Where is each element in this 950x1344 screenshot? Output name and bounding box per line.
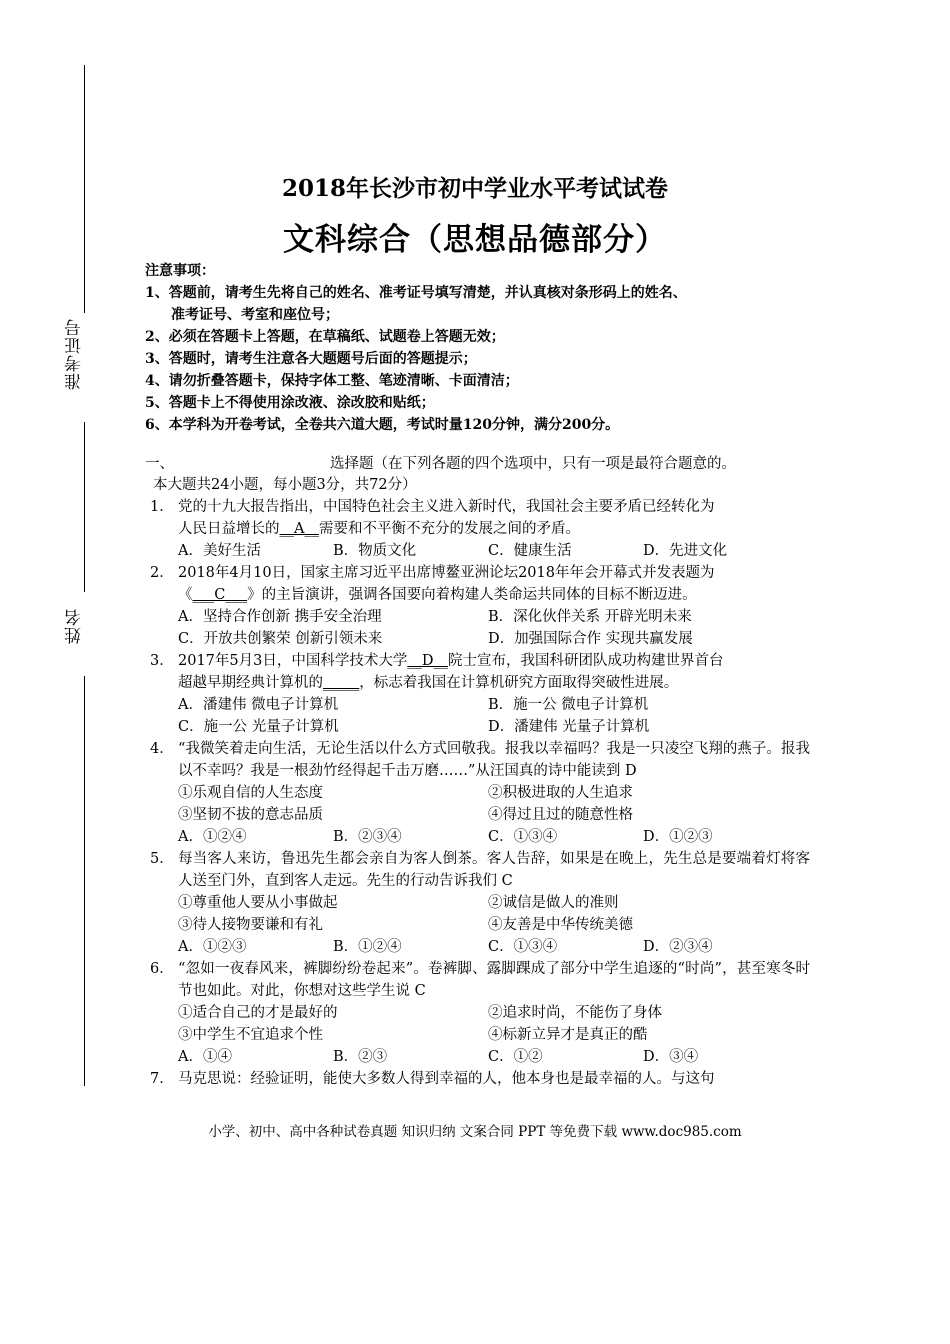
statement-row xyxy=(150,782,810,804)
statement: ②积极进取的人生追求 xyxy=(488,785,633,801)
exam-id-label: 准考证号 xyxy=(65,318,85,390)
notes-block xyxy=(145,260,825,436)
note-item: 准考证号、考室和座位号； xyxy=(171,307,339,323)
question-2 xyxy=(150,562,810,650)
statement: ④友善是中华传统美德 xyxy=(488,917,633,933)
question-6 xyxy=(150,958,810,1068)
question-7 xyxy=(150,1068,810,1090)
statement: ②诚信是做人的准则 xyxy=(488,895,619,911)
question-5 xyxy=(150,848,810,958)
option: B．施一公 微电子计算机 xyxy=(488,697,649,713)
statement: ①适合自己的才是最好的 xyxy=(178,1005,338,1021)
options-row xyxy=(150,826,810,848)
margin-rule-bottom xyxy=(84,676,85,1086)
statement: ②追求时尚，不能伤了身体 xyxy=(488,1005,662,1021)
option: B．物质文化 xyxy=(333,543,417,559)
option: D．①②③ xyxy=(643,829,713,845)
option: A．①②③ xyxy=(178,939,247,955)
exam-title: 2018年长沙市初中学业水平考试试卷 xyxy=(281,175,668,202)
question-number: 4． xyxy=(150,741,174,757)
question-stem-line: 《___C___》的主旨演讲，强调各国要向着构建人类命运共同体的目标不断迈进。 xyxy=(178,587,697,603)
options-row xyxy=(150,1046,810,1068)
statement: ③坚韧不拔的意志品质 xyxy=(178,807,323,823)
question-number: 6． xyxy=(150,961,174,977)
options-row xyxy=(150,716,810,738)
option: D．③④ xyxy=(643,1049,699,1065)
statement-row xyxy=(150,1002,810,1024)
name-label: 姓名 xyxy=(65,608,85,644)
option: A．潘建伟 微电子计算机 xyxy=(178,697,339,713)
option: B．深化伙伴关系 开辟光明未来 xyxy=(488,609,692,625)
question-stem: 马克思说：经验证明，能使大多数人得到幸福的人，他本身也是最幸福的人。与这句 xyxy=(178,1071,715,1087)
option: C．健康生活 xyxy=(488,543,572,559)
section-subtitle: 本大题共24小题，每小题3分，共72分） xyxy=(153,477,417,493)
option: B．②③④ xyxy=(333,829,402,845)
option: C．①③④ xyxy=(488,829,558,845)
question-number: 3． xyxy=(150,653,174,669)
section-header xyxy=(145,453,825,475)
option: B．②③ xyxy=(333,1049,388,1065)
question-1 xyxy=(150,496,810,562)
question-stem: 2018年4月10日，国家主席习近平出席博鳌亚洲论坛2018年年会开幕式并发表题为 xyxy=(178,565,715,581)
options-row xyxy=(150,540,810,562)
statement: ④得过且过的随意性格 xyxy=(488,807,633,823)
option: C．①③④ xyxy=(488,939,558,955)
answer-blank: __D__ xyxy=(407,653,448,669)
statement: ③待人接物要谦和有礼 xyxy=(178,917,323,933)
margin-rule-middle xyxy=(84,422,85,592)
option: A．坚持合作创新 携手安全治理 xyxy=(178,609,382,625)
question-stem: “我微笑着走向生活，无论生活以什么方式回敬我。报我以幸福吗？我是一只凌空飞翔的燕子。报我以不幸吗？我是一根劲竹经得起千击万磨……”从汪国真的诗中能读到 D xyxy=(178,741,810,779)
option: D．②③④ xyxy=(643,939,713,955)
statement: ①乐观自信的人生态度 xyxy=(178,785,323,801)
question-number: 2． xyxy=(150,565,174,581)
options-row xyxy=(150,694,810,716)
question-number: 7． xyxy=(150,1071,174,1087)
section-title: 选择题（在下列各题的四个选项中，只有一项是最符合题意的。 xyxy=(330,456,736,472)
note-item: 3、答题时，请考生注意各大题题号后面的答题提示； xyxy=(145,351,477,367)
option: A．①②④ xyxy=(178,829,247,845)
option: A．美好生活 xyxy=(178,543,261,559)
note-item: 6、本学科为开卷考试，全卷共六道大题，考试时量120分钟，满分200分。 xyxy=(145,417,620,433)
question-stem: “忽如一夜春风来，裤脚纷纷卷起来”。卷裤脚、露脚踝成了部分中学生追逐的“时尚”，甚至寒冬时节也如此。对此，你想对这些学生说 C xyxy=(178,961,810,999)
options-row xyxy=(150,628,810,650)
note-item: 1、答题前，请考生先将自己的姓名、准考证号填写清楚，并认真核对条形码上的姓名、 xyxy=(145,285,687,301)
note-item: 2、必须在答题卡上答题，在草稿纸、试题卷上答题无效； xyxy=(145,329,505,345)
notes-heading: 注意事项： xyxy=(145,263,215,279)
statement-row xyxy=(150,804,810,826)
answer-blank: ___C___ xyxy=(192,587,248,603)
option: D．先进文化 xyxy=(643,543,728,559)
note-item: 5、答题卡上不得使用涂改液、涂改胶和贴纸； xyxy=(145,395,435,411)
question-stem: 每当客人来访，鲁迅先生都会亲自为客人倒茶。客人告辞，如果是在晚上，先生总是要端着灯将客人送至门外，直到客人走远。先生的行动告诉我们 C xyxy=(178,851,810,889)
question-number: 1． xyxy=(150,499,174,515)
statement: ①尊重他人要从小事做起 xyxy=(178,895,338,911)
answer-blank: __A__ xyxy=(279,521,319,537)
page-footer: 小学、初中、高中各种试卷真题 知识归纳 文案合同 PPT 等免费下载 www.doc985.com xyxy=(208,1124,742,1140)
question-4 xyxy=(150,738,810,848)
question-stem: 党的十九大报告指出，中国特色社会主义进入新时代，我国社会主要矛盾已经转化为 xyxy=(178,499,715,515)
section-number: 一、 xyxy=(145,456,174,472)
option: C．①② xyxy=(488,1049,543,1065)
statement: ③中学生不宜追求个性 xyxy=(178,1027,323,1043)
exam-subtitle: 文科综合（思想品德部分） xyxy=(283,222,667,258)
option: A．①④ xyxy=(178,1049,232,1065)
options-row xyxy=(150,936,810,958)
option: C．施一公 光量子计算机 xyxy=(178,719,339,735)
question-3 xyxy=(150,650,810,738)
statement: ④标新立异才是真正的酷 xyxy=(488,1027,648,1043)
question-number: 5． xyxy=(150,851,174,867)
options-row xyxy=(150,606,810,628)
option: D．加强国际合作 实现共赢发展 xyxy=(488,631,693,647)
answer-blank: _____ xyxy=(323,675,360,691)
statement-row xyxy=(150,892,810,914)
option: D．潘建伟 光量子计算机 xyxy=(488,719,650,735)
statement-row xyxy=(150,914,810,936)
question-list xyxy=(150,477,810,1090)
question-stem-line: 超越早期经典计算机的_____，标志着我国在计算机研究方面取得突破性进展。 xyxy=(178,675,679,691)
question-stem: 2017年5月3日，中国科学技术大学__D__院士宣布，我国科研团队成功构建世界首台 xyxy=(178,653,724,669)
statement-row xyxy=(150,1024,810,1046)
option: C．开放共创繁荣 创新引领未来 xyxy=(178,631,383,647)
question-stem-line: 人民日益增长的__A__需要和不平衡不充分的发展之间的矛盾。 xyxy=(178,521,580,537)
option: B．①②④ xyxy=(333,939,402,955)
note-item: 4、请勿折叠答题卡，保持字体工整、笔迹清晰、卡面清洁； xyxy=(145,373,519,389)
